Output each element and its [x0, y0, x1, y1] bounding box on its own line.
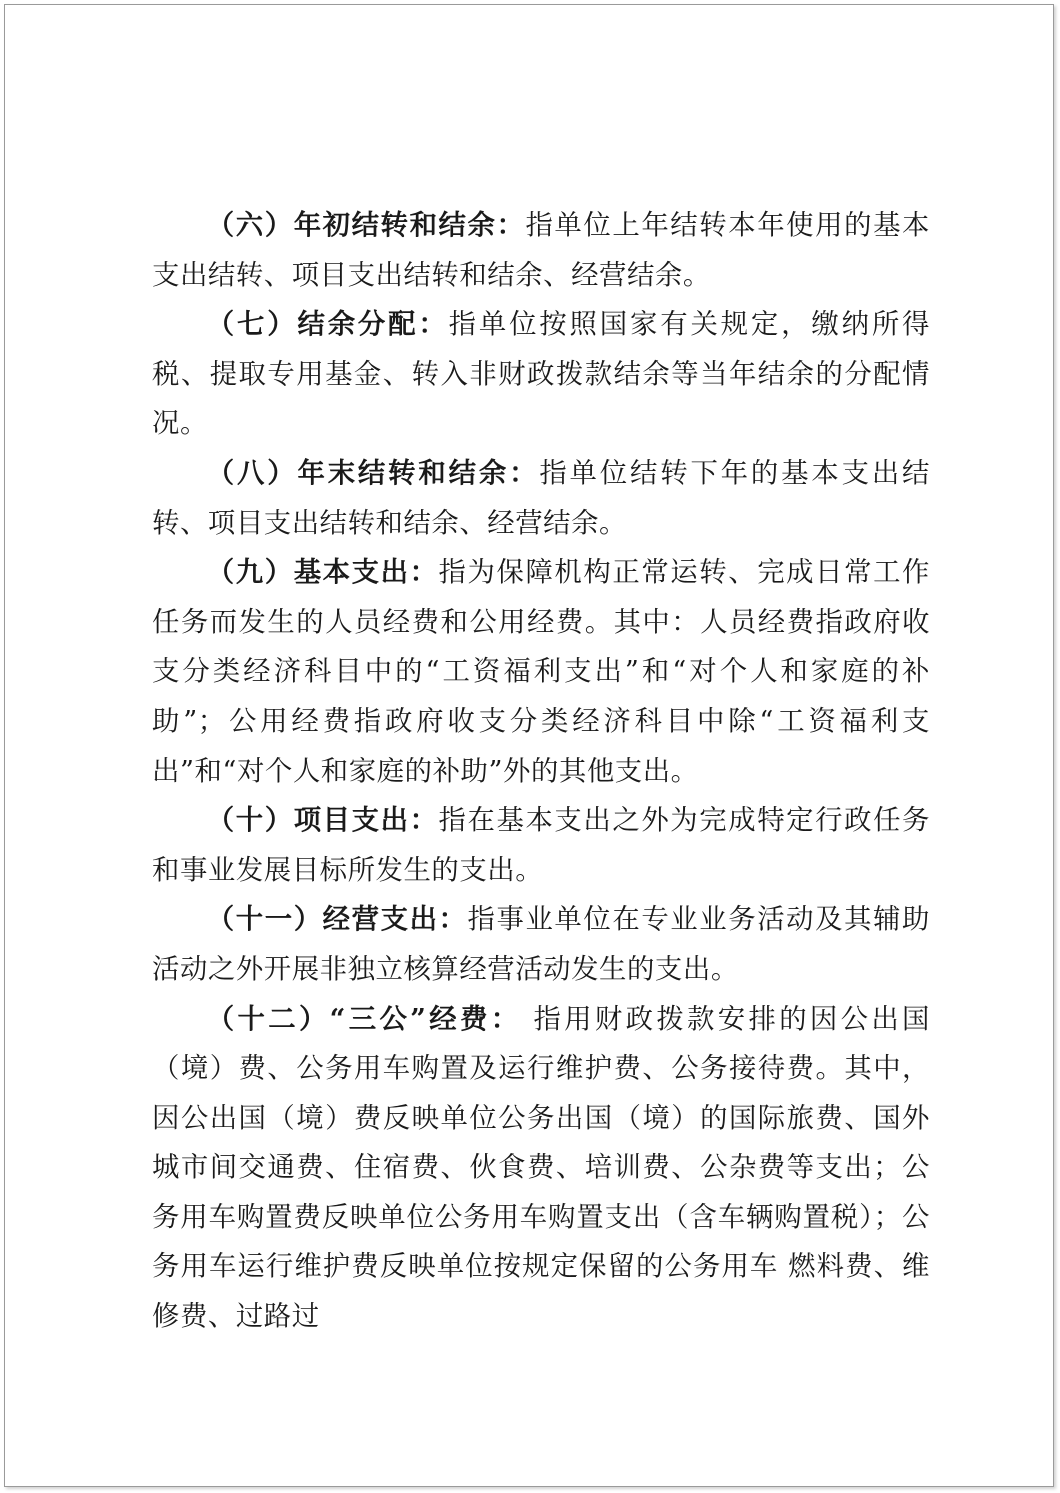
paragraph-three-public-expenses — [152, 995, 930, 1342]
term-basic-expenditure: （九）基本支出： — [206, 556, 439, 589]
term-project-expenditure: （十）项目支出： — [206, 804, 439, 837]
definition-opening-balance: 指单位上年结转本年使用的基本支出结转、项目支出结转和结余、经营结余。 — [152, 210, 930, 291]
document-page — [4, 4, 1054, 1487]
definition-project-expenditure: 指在基本支出之外为完成特定行政任务和事业发展目标所发生的支出。 — [152, 805, 930, 886]
term-surplus-distribution: （七）结余分配： — [206, 308, 449, 341]
document-body — [152, 201, 930, 1342]
paragraph-basic-expenditure — [152, 548, 930, 796]
definition-surplus-distribution: 指单位按照国家有关规定，缴纳所得税、提取专用基金、转入非财政拨款结余等当年结余的分配情况。 — [152, 309, 930, 440]
term-operating-expenditure: （十一）经营支出： — [206, 903, 468, 936]
paragraph-opening-balance — [152, 201, 930, 300]
definition-closing-balance: 指单位结转下年的基本支出结转、项目支出结转和结余、经营结余。 — [152, 457, 930, 539]
definition-operating-expenditure: 指事业单位在专业业务活动及其辅助活动之外开展非独立核算经营活动发生的支出。 — [152, 904, 930, 985]
paragraph-project-expenditure — [152, 796, 930, 895]
paragraph-closing-balance — [152, 449, 930, 548]
term-opening-balance: （六）年初结转和结余： — [206, 209, 526, 241]
paragraph-surplus-distribution — [152, 300, 930, 449]
paragraph-operating-expenditure — [152, 895, 930, 994]
definition-basic-expenditure: 指为保障机构正常运转、完成日常工作任务而发生的人员经费和公用经费。其中：人员经费指政府收支分类经济科目中的“工资福利支出”和“对个人和家庭的补助”；公用经费指政府收支分类经济科目中除“工资福利支出”和“对个人和家庭的补助”外的其他支出。 — [152, 557, 930, 787]
definition-three-public-expenses: 指用财政拨款安排的因公出国（境）费、公务用车购置及运行维护费、公务接待费。其中，因公出国（境）费反映单位公务出国（境）的国际旅费、国外城市间交通费、住宿费、伙食费、培训费、公杂费等支出；公务用车购置费反映单位公务用车购置支出（含车辆购置税）；公务用车运行维护费反映单位按规定保留的公务用车 燃料费、维修费、过路过 — [152, 1003, 930, 1333]
term-three-public-expenses: （十二）“三公”经费： — [206, 1002, 522, 1035]
term-closing-balance: （八）年末结转和结余： — [206, 456, 540, 489]
